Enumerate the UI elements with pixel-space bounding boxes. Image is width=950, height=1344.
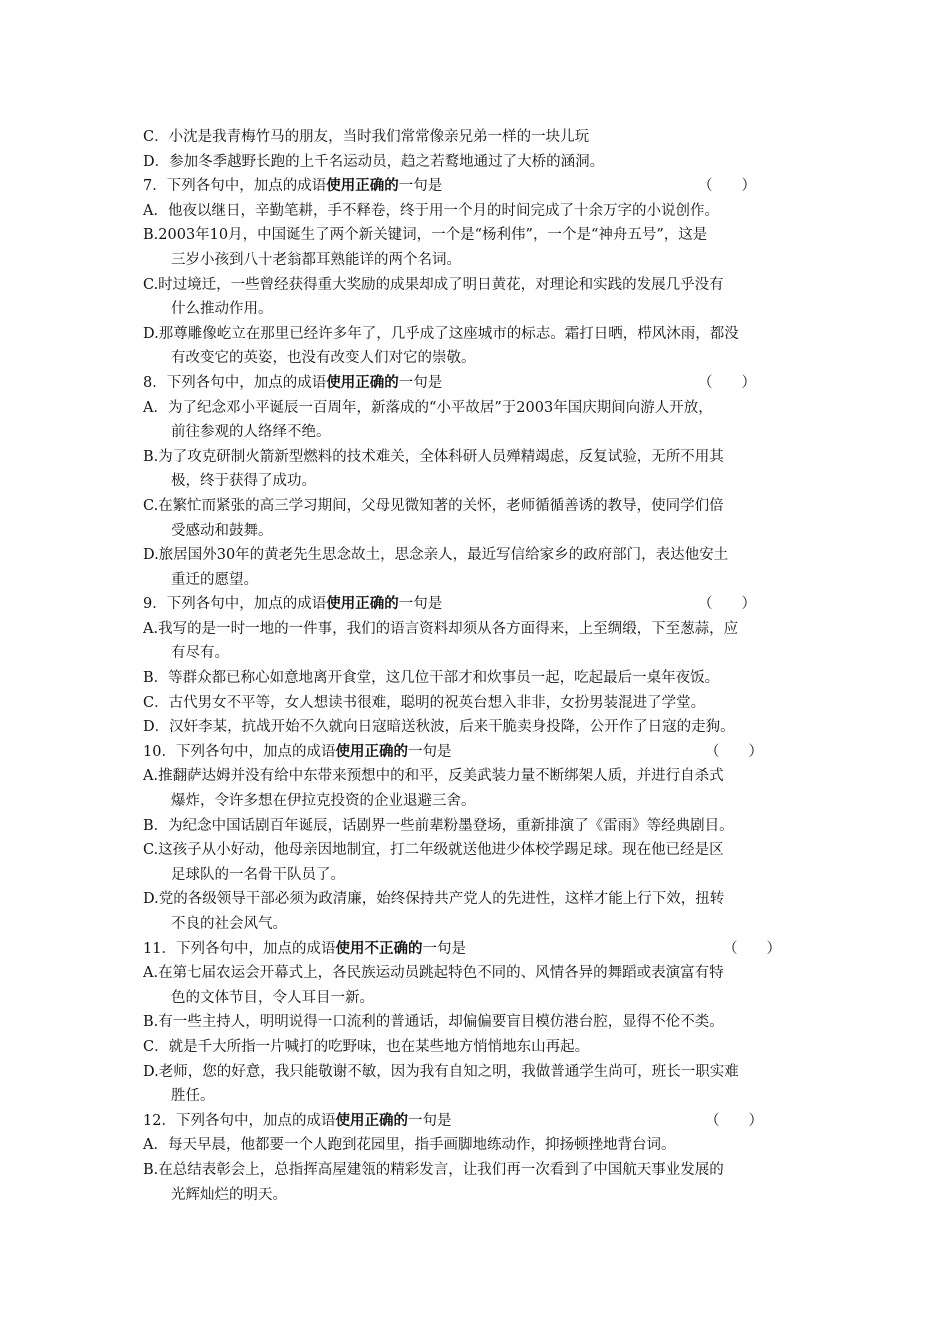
- option-line: B.为了攻克研制火箭新型燃料的技术难关，全体科研人员殚精竭虑，反复试验，无所不用其: [143, 448, 724, 465]
- option-line: C．古代男女不平等，女人想读书很难，聪明的祝英台想入非非，女扮男装混进了学堂。: [143, 694, 706, 711]
- question-stem-tail: 一句是: [422, 940, 466, 957]
- question-stem-text: 11．下列各句中，加点的成语: [143, 940, 336, 957]
- question-stem-text: 8．下列各句中，加点的成语: [143, 374, 327, 391]
- option-continuation: 重迁的愿望。: [171, 571, 258, 588]
- question-emphasis: 使用正确的: [326, 177, 399, 195]
- option-line: D．汉奸李某，抗战开始不久就向日寇暗送秋波，后来干脆卖身投降，公开作了日寇的走狗。: [143, 719, 735, 736]
- option-line: A．每天早晨，他都要一个人跑到花园里，指手画脚地练动作，抑扬顿挫地背台词。: [143, 1137, 676, 1154]
- option-line: A.我写的是一时一地的一件事，我们的语言资料却须从各方面得来，上至绸缎，下至葱蒜，应: [143, 620, 739, 637]
- option-continuation: 胜任。: [171, 1088, 215, 1105]
- question-emphasis: 使用正确的: [335, 1111, 408, 1129]
- question-stem-text: 12．下列各句中，加点的成语: [143, 1112, 336, 1129]
- option-line: A.推翻萨达姆并没有给中东带来预想中的和平，反美武装力量不断绑架人质，并进行自杀式: [143, 768, 724, 785]
- question-stem-tail: 一句是: [398, 178, 443, 195]
- question-stem: [143, 740, 815, 765]
- question-stem-tail: 一句是: [407, 1112, 452, 1129]
- option-line: C.时过境迁，一些曾经获得重大奖励的成果却成了明日黄花，对理论和实践的发展几乎没有: [143, 276, 724, 293]
- option-line: D.老师，您的好意，我只能敬谢不敏，因为我有自知之明，我做普通学生尚可，班长一职实难: [143, 1063, 739, 1080]
- option-line: C.在繁忙而紧张的高三学习期间，父母见微知著的关怀，老师循循善诱的教导，使同学们倍: [143, 497, 724, 514]
- option-continuation: 爆炸，令许多想在伊拉克投资的企业退避三舍。: [171, 793, 476, 810]
- question-emphasis: 使用正确的: [326, 373, 399, 391]
- question-emphasis: 使用正确的: [335, 742, 408, 760]
- option-continuation: 有尽有。: [171, 645, 229, 662]
- option-line: C.这孩子从小好动，他母亲因地制宜，打二年级就送他进少体校学踢足球。现在他已经是区: [143, 842, 724, 859]
- option-line: A．为了纪念邓小平诞辰一百周年，新落成的“小平故居”于2003年国庆期间向游人开放，: [143, 399, 713, 416]
- question-emphasis: 使用不正确的: [335, 939, 423, 957]
- question-stem: [143, 371, 815, 396]
- question-stem: [143, 592, 815, 617]
- question-stem-text: 7．下列各句中，加点的成语: [143, 178, 327, 195]
- answer-blank: （ ）: [723, 940, 781, 957]
- option-line: D．参加冬季越野长跑的上千名运动员，趋之若鹜地通过了大桥的涵洞。: [143, 153, 605, 170]
- question-stem: [143, 1109, 815, 1134]
- question-stem: [143, 174, 815, 199]
- answer-blank: （ ）: [698, 596, 756, 613]
- question-stem-tail: 一句是: [398, 596, 443, 613]
- option-continuation: 受感动和鼓舞。: [171, 522, 273, 539]
- option-line: C．就是千大所指一片喊打的吃野味，也在某些地方悄悄地东山再起。: [143, 1038, 590, 1055]
- option-continuation: 光辉灿烂的明天。: [171, 1186, 287, 1203]
- option-line: B．等群众都已称心如意地离开食堂，这几位干部才和炊事员一起，吃起最后一桌年夜饭。: [143, 670, 720, 687]
- option-line: B.2003年10月，中国诞生了两个新关键词，一个是“杨利伟”，一个是“神舟五号”，这是: [143, 227, 708, 244]
- option-line: B.有一些主持人，明明说得一口流利的普通话，却偏偏要盲目模仿港台腔，显得不伦不类。: [143, 1014, 724, 1031]
- answer-blank: （ ）: [705, 743, 763, 760]
- option-continuation: 前往参观的人络绎不绝。: [171, 424, 331, 441]
- option-line: B.在总结表彰会上，总指挥高屋建瓴的精彩发言，让我们再一次看到了中国航天事业发展的: [143, 1161, 724, 1178]
- option-continuation: 有改变它的英姿，也没有改变人们对它的崇敬。: [171, 350, 476, 367]
- question-stem-tail: 一句是: [407, 743, 452, 760]
- question-stem: [143, 937, 815, 962]
- option-continuation: 不良的社会风气。: [171, 916, 287, 932]
- option-line: A.在第七届农运会开幕式上，各民族运动员跳起特色不同的、风情各异的舞蹈或表演富有特: [143, 965, 724, 982]
- option-continuation: 足球队的一名骨干队员了。: [171, 866, 345, 883]
- question-stem-tail: 一句是: [398, 374, 443, 391]
- option-line: D.那尊雕像屹立在那里已经许多年了，几乎成了这座城市的标志。霜打日晒，栉风沐雨，都没: [143, 325, 739, 342]
- option-continuation: 三岁小孩到八十老翁都耳熟能详的两个名词。: [171, 251, 461, 268]
- option-line: B．为纪念中国话剧百年诞辰，话剧界一些前辈粉墨登场，重新排演了《雷雨》等经典剧目。: [143, 817, 734, 834]
- option-line: D.党的各级领导干部必须为政清廉，始终保持共产党人的先进性，这样才能上行下效，扭转: [143, 891, 725, 908]
- option-continuation: 什么推动作用。: [171, 301, 273, 318]
- option-line: D.旅居国外30年的黄老先生思念故土，思念亲人，最近写信给家乡的政府部门，表达他安土: [143, 547, 729, 564]
- answer-blank: （ ）: [698, 374, 756, 391]
- option-continuation: 极，终于获得了成功。: [171, 473, 316, 490]
- question-stem-text: 10．下列各句中，加点的成语: [143, 743, 336, 760]
- option-line: A．他夜以继日，辛勤笔耕，手不释卷，终于用一个月的时间完成了十余万字的小说创作。: [143, 202, 719, 219]
- answer-blank: （ ）: [705, 1112, 763, 1129]
- question-stem-text: 9．下列各句中，加点的成语: [143, 596, 327, 613]
- question-emphasis: 使用正确的: [326, 595, 399, 613]
- option-continuation: 色的文体节目，令人耳目一新。: [171, 989, 374, 1006]
- option-line: C．小沈是我青梅竹马的朋友，当时我们常常像亲兄弟一样的一块儿玩: [143, 129, 590, 145]
- answer-blank: （ ）: [698, 178, 756, 195]
- question-list: [143, 125, 815, 1207]
